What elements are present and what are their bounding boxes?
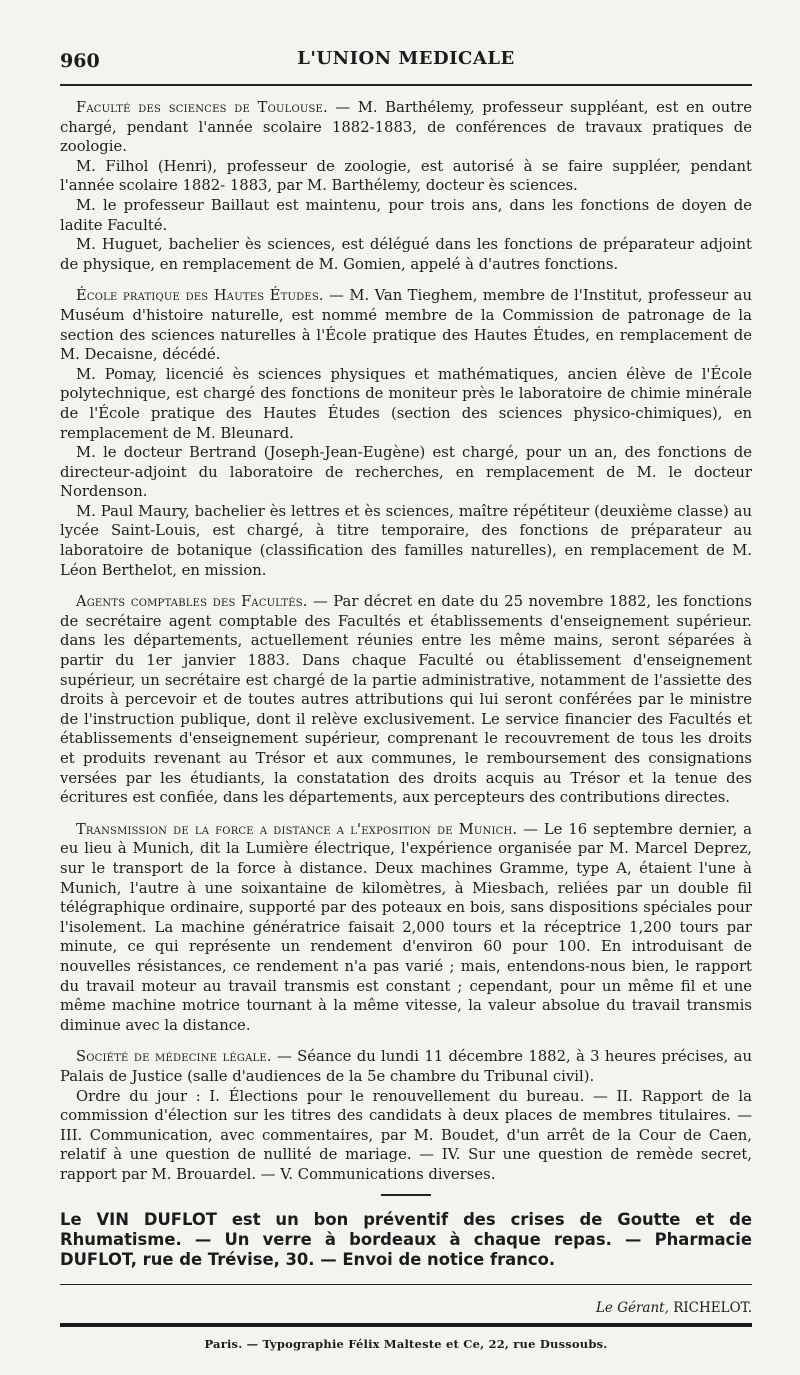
paragraph: M. le professeur Baillaut est maintenu, pour trois ans, dans les fonctions de doyen de ladite Faculté. <box>60 196 752 234</box>
section-heading: Société de médecine légale. <box>76 1048 272 1066</box>
section-paragraph: Agents comptables des Facultés. — Par décret en date du 25 novembre 1882, les fonctions de secrétaire agent comptable des Facultés et établissements d'enseignement supérieur. dans les départements, actuellement réunies entre les même mains, seront séparées à partir du 1er janvier 1883. Dans chaque Faculté ou établissement d'enseignement supérieur, un secrétaire est chargé de la partie administrative, notamment de l'assiette des droits à percevoir et de toutes autres attributions qui lui seront conférées par le ministre de l'instruction publique, dont il relève exclusivement. Le service financier des Facultés et établissements d'enseignement supérieur, comprenant le recouvrement de tous les droits et produits revenant au Trésor et aux communes, le remboursement des consignations versées par les étudiants, la constatation des droits acquis au Trésor et la tenue des écritures est confiée, dans les départements, aux percepteurs des contributions directes. <box>60 593 752 807</box>
footer-rule <box>60 1284 752 1285</box>
running-head <box>60 44 752 86</box>
separator-rule <box>381 1194 431 1196</box>
paragraph-text: Le 16 septembre dernier, a eu lieu à Munich, dit la Lumière électrique, l'expérience organisée par M. Marcel Deprez, sur le transport de la force à distance. Deux machines Gramme, type A, étaient l'une à Munich, l'autre à une soixantaine de kilomètres, à Miesbach, reliées par un double fil télégraphique ordinaire, supporté par des poteaux en bois, sans dispositions spéciales pour l'isolement. La machine génératrice faisait 2,000 tours et la réceptrice 1,200 tours par minute, ce qui représente un rendement d'environ 60 pour 100. En introduisant de nouvelles résistances, ce rendement n'a pas varié ; mais, entendons-nous bien, le rapport du travail moteur au travail transmis est constant ; cependant, pour un même fil et une même machine motrice tournant à la même vitesse, la valeur absolue du travail transmis diminue avec la distance. <box>60 820 752 1034</box>
advertisement: Le VIN DUFLOT est un bon préventif des crises de Goutte et de Rhumatisme. — Un verre à bordeaux à chaque repas. — Pharmacie DUFLOT, rue de Trévise, 30. — Envoi de notice franco. <box>60 1210 752 1270</box>
section-heading: École pratique des Hautes Études. <box>76 287 324 305</box>
paragraph-text: Séance du lundi 11 décembre 1882, à 3 heures précises, au Palais de Justice (salle d'audiences de la 5e chambre du Tribunal civil). <box>60 1048 752 1085</box>
paragraph-text: Par décret en date du 25 novembre 1882, les fonctions de secrétaire agent comptable des Facultés et établissements d'enseignement supérieur. dans les départements, actuellement réunies entre les même mains, seront séparées à partir du 1er janvier 1883. Dans chaque Faculté ou établissement d'enseignement supérieur, un secrétaire est chargé de la partie administrative, notamment de l'assiette des droits à percevoir et de toutes autres attributions qui lui seront conférées par le ministre de l'instruction publique, dont il relève exclusivement. Le service financier des Facultés et établissements d'enseignement supérieur, comprenant le recouvrement de tous les droits et produits revenant au Trésor et aux communes, le remboursement des consignations versées par les étudiants, la constatation des droits acquis au Trésor et la tenue des écritures est confiée, dans les départements, aux percepteurs des contributions directes. <box>60 593 752 807</box>
section-heading: Faculté des sciences de Toulouse. <box>76 99 328 116</box>
footer-thick-rule <box>60 1323 752 1327</box>
gerant-name: RICHELOT. <box>673 1300 752 1317</box>
printer-imprint: Paris. — Typographie Félix Malteste et Ce, 22, rue Dussoubs. <box>204 1337 608 1352</box>
section-heading: Agents comptables des Facultés. <box>76 593 308 611</box>
page-number: 960 <box>60 50 100 72</box>
paragraph-text: M. Van Tieghem, membre de l'Institut, professeur au Muséum d'histoire naturelle, est nommé membre de la Commission de patronage de la section des sciences naturelles à l'École pratique des Hautes Études, en remplacement de M. Decaisne, décédé. <box>60 287 752 364</box>
section-heading: Transmission de la force a distance a l'exposition de Munich. <box>76 820 518 838</box>
paragraph: M. Pomay, licencié ès sciences physiques et mathématiques, ancien élève de l'École polytechnique, est chargé des fonctions de moniteur près le laboratoire de chimie minérale de l'École pratique des Hautes Études (section des sciences physico-chimiques), en remplacement de M. Bleunard. <box>60 365 752 442</box>
paragraph: Ordre du jour : I. Élections pour le renouvellement du bureau. — II. Rapport de la commission d'élection sur les titres des candidats à deux places de membres titulaires. — III. Communication, avec commentaires, par M. Boudet, d'un arrêt de la Cour de Caen, relatif à une question de nullité de mariage. — IV. Sur une question de remède secret, rapport par M. Brouardel. — V. Communications diverses. <box>60 1087 752 1183</box>
gerant-signature <box>60 1299 752 1317</box>
paragraph-text: M. Barthélemy, professeur suppléant, est en outre chargé, pendant l'année scolaire 1882-1883, de conférences de travaux pratiques de zoologie. <box>60 99 752 156</box>
section-paragraph: Faculté des sciences de Toulouse. — M. Barthélemy, professeur suppléant, est en outre chargé, pendant l'année scolaire 1882-1883, de conférences de travaux pratiques de zoologie. <box>60 99 752 156</box>
gerant-label: Le Gérant, <box>595 1300 669 1317</box>
section-paragraph: Société de médecine légale. — Séance du lundi 11 décembre 1882, à 3 heures précises, au Palais de Justice (salle d'audiences de la 5e chambre du Tribunal civil). <box>60 1048 752 1085</box>
paragraph: M. Paul Maury, bachelier ès lettres et ès sciences, maître répétiteur (deuxième classe) au lycée Saint-Louis, est chargé, à titre temporaire, des fonctions de préparateur au laboratoire de botanique (classification des familles naturelles), en remplacement de M. Léon Berthelot, en mission. <box>60 502 752 579</box>
paragraph: M. Huguet, bachelier ès sciences, est délégué dans les fonctions de préparateur adjoint de physique, en remplacement de M. Gomien, appelé à d'autres fonctions. <box>60 236 752 273</box>
paragraph: M. Filhol (Henri), professeur de zoologie, est autorisé à se faire suppléer, pendant l'année scolaire 1882- 1883, par M. Barthélemy, docteur ès sciences. <box>60 157 752 195</box>
paragraph: M. le docteur Bertrand (Joseph-Jean-Eugène) est chargé, pour un an, des fonctions de directeur-adjoint du laboratoire de recherches, en remplacement de M. le docteur Nordenson. <box>60 444 752 501</box>
journal-title: L'UNION MEDICALE <box>297 48 515 69</box>
article-body <box>60 98 752 1351</box>
section-paragraph: Transmission de la force a distance a l'exposition de Munich. — Le 16 septembre dernier, a eu lieu à Munich, dit la Lumière électrique, l'expérience organisée par M. Marcel Deprez, sur le transport de la force à distance. Deux machines Gramme, type A, étaient l'une à Munich, l'autre à une soixantaine de kilomètres, à Miesbach, reliées par un double fil télégraphique ordinaire, supporté par des poteaux en bois, sans dispositions spéciales pour l'isolement. La machine génératrice faisait 2,000 tours et la réceptrice 1,200 tours par minute, ce qui représente un rendement d'environ 60 pour 100. En introduisant de nouvelles résistances, ce rendement n'a pas varié ; mais, entendons-nous bien, le rapport du travail moteur au travail transmis est constant ; cependant, pour un même fil et une même machine motrice tournant à la même vitesse, la valeur absolue du travail transmis diminue avec la distance. <box>60 820 752 1034</box>
section-paragraph: École pratique des Hautes Études. — M. Van Tieghem, membre de l'Institut, professeur au Muséum d'histoire naturelle, est nommé membre de la Commission de patronage de la section des sciences naturelles à l'École pratique des Hautes Études, en remplacement de M. Decaisne, décédé. <box>60 287 752 364</box>
